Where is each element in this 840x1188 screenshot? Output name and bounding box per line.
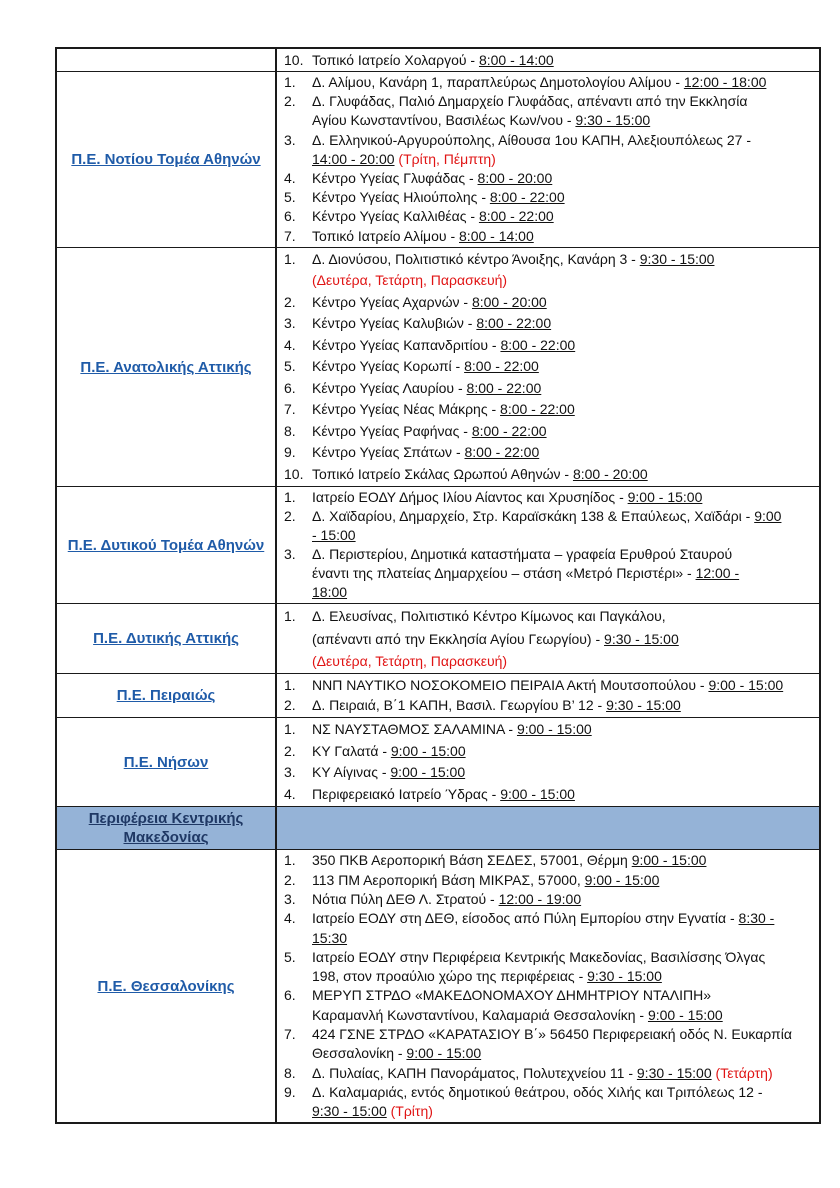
hours-text: 9:30 - 15:00 — [587, 968, 662, 985]
facility-text — [312, 784, 811, 806]
facility-text — [312, 851, 811, 870]
facility-item — [283, 227, 811, 246]
text-segment: Κέντρο Υγείας Λαυρίου - — [312, 379, 467, 396]
item-number: 8. — [284, 422, 296, 439]
text-segment: Κέντρο Υγείας Καλλιθέας - — [312, 208, 479, 225]
text-segment: Δ. Περιστερίου, Δημοτικά καταστήματα – γραφεία Ερυθρού Σταυρού — [312, 546, 733, 563]
facility-list — [277, 248, 819, 487]
facility-text — [312, 464, 811, 486]
text-segment: 350 ΠΚΒ Αεροπορική Βάση ΣΕΔΕΣ, 57001, Θέρμη — [312, 852, 632, 869]
hours-text: 12:00 - 19:00 — [498, 890, 582, 907]
facility-list — [277, 674, 819, 717]
facility-item — [283, 1083, 811, 1122]
item-number: 2. — [284, 293, 296, 310]
item-number: 7. — [284, 227, 296, 244]
facility-text — [312, 1064, 811, 1083]
facility-item — [283, 507, 811, 545]
facility-item — [283, 741, 811, 763]
item-number: 1. — [284, 74, 296, 90]
region-link[interactable]: Π.Ε. Ανατολικής Αττικής — [80, 358, 252, 376]
region-cell — [57, 604, 277, 673]
facility-item — [283, 488, 811, 507]
hours-text: 8:00 - 22:00 — [478, 208, 554, 225]
text-segment: 113 ΠΜ Αεροπορική Βάση ΜΙΚΡΑΣ, 57000, — [312, 871, 585, 888]
item-number: 3. — [284, 764, 296, 781]
hours-text: 12:00 - 18:00 — [683, 74, 767, 90]
text-segment: Δ. Καλαμαριάς, εντός δημοτικού θεάτρου, οδός Χιλής και Τριπόλεως 12 - — [312, 1083, 763, 1100]
facility-text — [312, 488, 811, 507]
facility-item — [283, 92, 811, 130]
region-link[interactable]: Π.Ε. Νοτίου Τομέα Αθηνών — [71, 150, 261, 168]
item-number: 9. — [284, 444, 296, 461]
hours-text: 8:00 - 20:00 — [572, 465, 648, 482]
facility-item — [283, 249, 811, 292]
text-segment: Δ. Αλίμου, Κανάρη 1, παραπλεύρως Δημοτολογίου Αλίμου - — [312, 74, 684, 90]
table-row — [57, 849, 819, 1122]
text-segment: Δ. Διονύσου, Πολιτιστικό κέντρο Άνοιξης, Κανάρη 3 - — [312, 250, 640, 267]
text-segment: ΝΝΠ ΝΑΥΤΙΚΟ ΝΟΣΟΚΟΜΕΙΟ ΠΕΙΡΑΙΑ Ακτή Μουτσοπούλου - — [312, 676, 709, 693]
hours-text: 8:00 - 22:00 — [500, 336, 576, 353]
text-segment: Αγίου Κωνσταντίνου, Βασιλέως Κων/νου - — [312, 112, 576, 129]
hours-text: 9:00 - 15:00 — [516, 720, 592, 737]
facility-item — [283, 1064, 811, 1083]
facility-item — [283, 948, 811, 987]
facility-item — [283, 545, 811, 602]
region-cell — [57, 72, 277, 247]
text-segment: Δ. Χαϊδαρίου, Δημαρχείο, Στρ. Καραϊσκάκη 138 & Επαύλεως, Χαϊδάρι - — [312, 508, 755, 525]
facility-item — [283, 871, 811, 890]
hours-text: 9:30 - 15:00 — [312, 1103, 387, 1120]
text-segment: Δ. Ελευσίνας, Πολιτιστικό Κέντρο Κίμωνος και Παγκάλου, — [312, 608, 666, 625]
table-row — [57, 717, 819, 806]
facility-item — [283, 378, 811, 400]
day-note: (Τρίτη) — [390, 1103, 433, 1120]
region-cell — [57, 49, 277, 71]
facility-text — [312, 442, 811, 464]
facility-text — [312, 169, 811, 188]
text-segment: Νότια Πύλη ΔΕΘ Λ. Στρατού - — [312, 890, 499, 907]
hours-text: 8:00 - 22:00 — [489, 189, 565, 206]
facility-text — [312, 188, 811, 207]
item-number: 4. — [284, 336, 296, 353]
facility-list — [277, 49, 819, 71]
day-note: (Δευτέρα, Τετάρτη, Παρασκευή) — [312, 272, 508, 289]
facility-text — [312, 131, 811, 169]
hours-text: 9:00 - 15:00 — [631, 852, 707, 869]
item-number: 10. — [284, 52, 304, 68]
facility-list — [277, 487, 819, 603]
region-cell — [57, 248, 277, 487]
text-segment: Κέντρο Υγείας Ηλιούπολης - — [312, 189, 490, 206]
item-number: 1. — [284, 608, 296, 625]
region-link[interactable]: Π.Ε. Πειραιώς — [116, 686, 216, 704]
facility-list — [277, 850, 819, 1122]
facility-item — [283, 335, 811, 357]
table-row — [57, 49, 819, 71]
item-number: 7. — [284, 1025, 296, 1042]
hours-text: 9:30 - 15:00 — [606, 697, 681, 714]
text-segment: έναντι της πλατείας Δημαρχείου – στάση «Μετρό Περιστέρι» - — [312, 565, 696, 582]
facility-item — [283, 442, 811, 464]
item-number: 1. — [284, 489, 296, 506]
facility-item — [283, 762, 811, 784]
text-segment: Τοπικό Ιατρείο Αλίμου - — [312, 227, 460, 244]
facility-text — [312, 335, 811, 357]
facility-item — [283, 695, 811, 716]
facility-item — [283, 851, 811, 870]
text-segment: Τοπικό Ιατρείο Σκάλας Ωρωπού Αθηνών - — [312, 465, 573, 482]
item-number: 4. — [284, 170, 296, 187]
facility-text — [312, 948, 811, 987]
text-segment: Κέντρο Υγείας Σπάτων - — [312, 444, 465, 461]
table-row — [57, 486, 819, 603]
region-link[interactable]: Π.Ε. Θεσσαλονίκης — [97, 977, 235, 995]
table-row — [57, 603, 819, 673]
facility-text — [312, 73, 811, 92]
facility-text — [312, 378, 811, 400]
text-segment: Κέντρο Υγείας Καπανδριτίου - — [312, 336, 501, 353]
item-number: 4. — [284, 785, 296, 802]
facility-text — [312, 986, 811, 1025]
facility-item — [283, 464, 811, 486]
facility-item — [283, 131, 811, 169]
text-segment: Κέντρο Υγείας Ραφήνας - — [312, 422, 472, 439]
text-segment: Κέντρο Υγείας Κορωπί - — [312, 358, 465, 375]
facility-item — [283, 909, 811, 948]
hours-text: 8:00 - 22:00 — [476, 315, 552, 332]
facility-text — [312, 545, 811, 602]
item-number: 6. — [284, 208, 296, 225]
item-number: 1. — [284, 250, 296, 267]
facility-text — [312, 741, 811, 763]
item-number: 9. — [284, 1083, 296, 1100]
hours-text: 15:30 — [312, 929, 348, 946]
facility-item — [283, 986, 811, 1025]
item-number: 2. — [284, 93, 296, 110]
item-number: 3. — [284, 315, 296, 332]
table-header-row — [57, 806, 819, 849]
text-segment: Ιατρείο ΕΟΔΥ στη ΔΕΘ, είσοδος από Πύλη Εμπορίου στην Εγνατία - — [312, 910, 739, 927]
facility-item — [283, 1025, 811, 1064]
hours-text: 8:00 - 14:00 — [478, 52, 554, 68]
facility-item — [283, 399, 811, 421]
hours-text: 9:30 - 15:00 — [639, 250, 715, 267]
text-segment: ΚΥ Γαλατά - — [312, 742, 391, 759]
facility-text — [312, 890, 811, 909]
facility-item — [283, 292, 811, 314]
facility-text — [312, 356, 811, 378]
facility-item — [283, 313, 811, 335]
text-segment: ΝΣ ΝΑΥΣΤΑΘΜΟΣ ΣΑΛΑΜΙΝΑ - — [312, 720, 517, 737]
facility-text — [312, 909, 811, 948]
item-number: 3. — [284, 890, 296, 907]
table-row — [57, 247, 819, 487]
facility-text — [312, 695, 811, 716]
item-number: 6. — [284, 987, 296, 1004]
text-segment: Τοπικό Ιατρείο Χολαργού - — [312, 52, 479, 68]
facility-item — [283, 605, 811, 672]
item-number: 8. — [284, 1064, 296, 1081]
day-note: (Τρίτη, Πέμπτη) — [398, 150, 496, 167]
facility-item — [283, 719, 811, 741]
item-number: 3. — [284, 546, 296, 563]
text-segment: Θεσσαλονίκη - — [312, 1045, 407, 1062]
text-segment: Ιατρείο ΕΟΔΥ στην Περιφέρεια Κεντρικής Μακεδονίας, Βασιλίσσης Όλγας — [312, 948, 766, 965]
hours-text: 9:00 - 15:00 — [708, 676, 784, 693]
facility-item — [283, 675, 811, 696]
item-number: 5. — [284, 358, 296, 375]
facility-text — [312, 762, 811, 784]
text-segment: Δ. Πειραιά, Β΄1 ΚΑΠΗ, Βασιλ. Γεωργίου Β’ 12 - — [312, 697, 607, 714]
facility-text — [312, 605, 811, 672]
region-link[interactable]: Π.Ε. Νήσων — [123, 753, 209, 771]
facility-item — [283, 188, 811, 207]
hours-text: 9:00 - 15:00 — [500, 785, 575, 802]
text-segment: 424 ΓΣΝΕ ΣΤΡΔΟ «ΚΑΡΑΤΑΣΙΟΥ Β΄» 56450 Περιφερειακή οδός Ν. Ευκαρπία — [312, 1025, 792, 1042]
facility-text — [312, 227, 811, 246]
table-row — [57, 673, 819, 717]
item-number: 3. — [284, 131, 296, 148]
text-segment: (απέναντι από την Εκκλησία Αγίου Γεωργίου) - — [312, 630, 605, 647]
facility-item — [283, 784, 811, 806]
hours-text: 9:30 - 15:00 — [604, 630, 679, 647]
facility-text — [312, 1083, 811, 1122]
hours-text: 9:30 - 15:00 — [575, 112, 651, 129]
hours-text: 8:00 - 22:00 — [500, 401, 575, 418]
text-segment: ΜΕΡΥΠ ΣΤΡΔΟ «ΜΑΚΕΔΟΝΟΜΑΧΟΥ ΔΗΜΗΤΡΙΟΥ ΝΤΑΛΙΠΗ» — [312, 987, 712, 1004]
hours-text: 9:00 - 15:00 — [584, 871, 660, 888]
item-number: 1. — [284, 852, 296, 869]
item-number: 2. — [284, 871, 296, 888]
hours-text: 8:00 - 20:00 — [471, 293, 547, 310]
text-segment: Δ. Ελληνικού-Αργυρούπολης, Αίθουσα 1ου ΚΑΠΗ, Αλεξιουπόλεως 27 - — [312, 131, 752, 148]
table-row — [57, 71, 819, 247]
facility-text — [312, 421, 811, 443]
facility-item — [283, 356, 811, 378]
facility-list — [277, 807, 819, 849]
hours-text: 12:00 - — [695, 565, 740, 582]
section-header-label[interactable]: Περιφέρεια Κεντρικής Μακεδονίας — [88, 810, 244, 847]
hours-text: 8:00 - 14:00 — [459, 227, 534, 244]
text-segment: Καραμανλή Κωνσταντίνου, Καλαμαριά Θεσσαλονίκη - — [312, 1006, 648, 1023]
schedule-table — [55, 47, 821, 1124]
hours-text: 9:00 - 15:00 — [406, 1045, 482, 1062]
item-number: 2. — [284, 697, 296, 714]
facility-item — [283, 421, 811, 443]
facility-item — [283, 890, 811, 909]
item-number: 5. — [284, 189, 296, 206]
facility-list — [277, 718, 819, 806]
hours-text: 18:00 — [312, 584, 348, 601]
text-segment: ΚΥ Αίγινας - — [312, 764, 391, 781]
hours-text: 9:00 - 15:00 — [390, 764, 466, 781]
item-number: 5. — [284, 948, 296, 965]
hours-text: 8:00 - 22:00 — [466, 379, 542, 396]
hours-text: 8:00 - 22:00 — [464, 444, 540, 461]
facility-text — [312, 507, 811, 545]
hours-text: - 15:00 — [312, 527, 356, 544]
facility-text — [312, 871, 811, 890]
facility-text — [312, 313, 811, 335]
facility-text — [312, 92, 811, 130]
hours-text: 9:30 - 15:00 — [636, 1064, 712, 1081]
item-number: 2. — [284, 742, 296, 759]
region-cell — [57, 807, 277, 849]
facility-item — [283, 207, 811, 226]
facility-list — [277, 604, 819, 673]
facility-text — [312, 399, 811, 421]
item-number: 1. — [284, 720, 296, 737]
day-note: (Δευτέρα, Τετάρτη, Παρασκευή) — [312, 652, 508, 669]
item-number: 6. — [284, 379, 296, 396]
region-link[interactable]: Π.Ε. Δυτικής Αττικής — [93, 630, 239, 648]
hours-text: 8:00 - 22:00 — [464, 358, 539, 375]
region-cell — [57, 850, 277, 1122]
facility-item — [283, 50, 811, 70]
item-number: 4. — [284, 910, 296, 927]
text-segment: Ιατρείο ΕΟΔΥ Δήμος Ιλίου Αίαντος και Χρυσηίδος - — [312, 489, 628, 506]
text-segment: Κέντρο Υγείας Νέας Μάκρης - — [312, 401, 501, 418]
item-number: 10. — [284, 465, 304, 482]
hours-text: 8:00 - 20:00 — [477, 170, 553, 187]
facility-text — [312, 1025, 811, 1064]
facility-item — [283, 169, 811, 188]
facility-item — [283, 73, 811, 92]
item-number: 1. — [284, 676, 296, 693]
facility-text — [312, 719, 811, 741]
hours-text: 9:00 - 15:00 — [390, 742, 466, 759]
facility-text — [312, 292, 811, 314]
text-segment: Κέντρο Υγείας Γλυφάδας - — [312, 170, 478, 187]
region-link[interactable]: Π.Ε. Δυτικού Τομέα Αθηνών — [67, 536, 265, 554]
facility-text — [312, 207, 811, 226]
item-number: 2. — [284, 508, 296, 525]
hours-text: 8:00 - 22:00 — [471, 422, 547, 439]
facility-text — [312, 675, 811, 696]
text-segment: Κέντρο Υγείας Καλυβιών - — [312, 315, 477, 332]
region-cell — [57, 487, 277, 603]
region-cell — [57, 674, 277, 717]
item-number: 7. — [284, 401, 296, 418]
hours-text: 9:00 - 15:00 — [627, 489, 703, 506]
hours-text: 9:00 - 15:00 — [647, 1006, 723, 1023]
facility-list — [277, 72, 819, 247]
hours-text: 8:30 - — [738, 910, 775, 927]
hours-text: 14:00 - 20:00 — [312, 150, 395, 167]
text-segment: Κέντρο Υγείας Αχαρνών - — [312, 293, 472, 310]
day-note: (Τετάρτη) — [715, 1064, 773, 1081]
facility-text — [312, 249, 811, 292]
text-segment: Δ. Γλυφάδας, Παλιό Δημαρχείο Γλυφάδας, απέναντι από την Εκκλησία — [312, 93, 748, 110]
hours-text: 9:00 — [754, 508, 782, 525]
region-cell — [57, 718, 277, 806]
text-segment: Δ. Πυλαίας, ΚΑΠΗ Πανοράματος, Πολυτεχνείου 11 - — [312, 1064, 637, 1081]
facility-text — [312, 50, 811, 70]
text-segment: Περιφερειακό Ιατρείο Ύδρας - — [312, 785, 501, 802]
text-segment: 198, στον προαύλιο χώρο της περιφέρειας - — [312, 968, 588, 985]
